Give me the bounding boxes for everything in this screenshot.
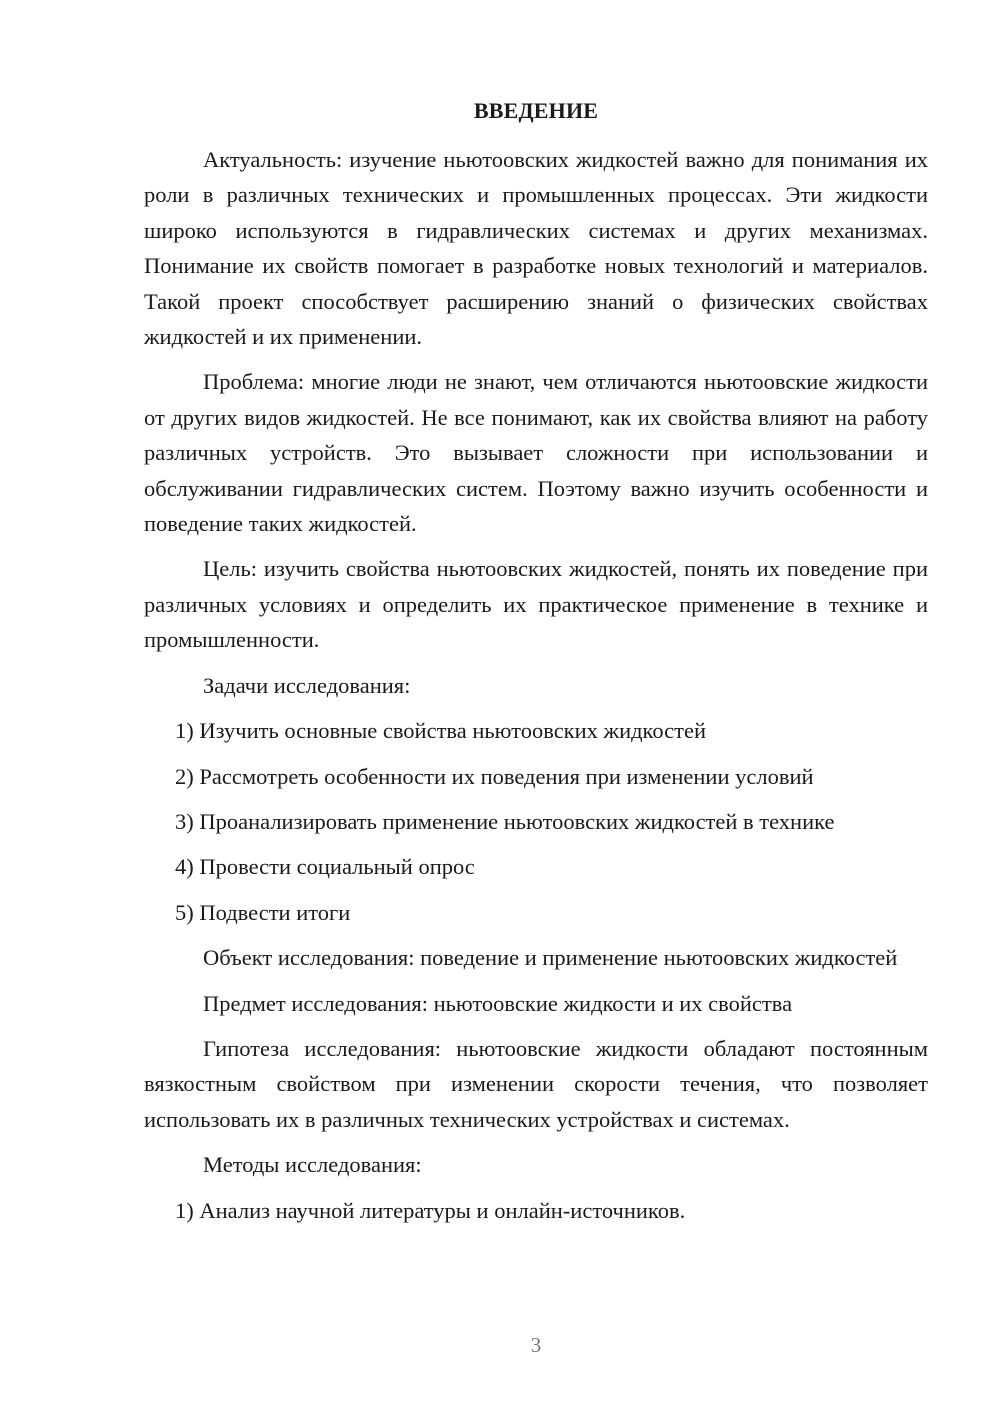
paragraph-goal: Цель: изучить свойства ньютоовских жидкостей, понять их поведение при различных условиях и определить их практическое применение в технике и промышленности. <box>144 556 928 653</box>
tasks-heading: Задачи исследования: <box>203 672 411 698</box>
document-body <box>144 142 928 1238</box>
page-title: ВВЕДЕНИЕ <box>473 98 599 123</box>
list-item: 3) Проанализировать применение ньютоовских жидкостей в технике <box>175 808 835 834</box>
list-item: 4) Провести социальный опрос <box>175 854 475 880</box>
list-item: 5) Подвести итоги <box>175 899 351 925</box>
list-item: 1) Анализ научной литературы и онлайн-источников. <box>175 1197 686 1223</box>
paragraph-hypothesis: Гипотеза исследования: ньютоовские жидкости обладают постоянным вязкостным свойством при изменении скорости течения, что позволяет использовать их в различных технических устройствах и системах. <box>144 1035 928 1132</box>
methods-heading: Методы исследования: <box>203 1152 422 1178</box>
list-item: 2) Рассмотреть особенности их поведения при изменении условий <box>175 763 814 789</box>
list-item: 1) Изучить основные свойства ньютоовских жидкостей <box>175 718 707 744</box>
tasks-list <box>144 713 928 930</box>
methods-list <box>144 1193 928 1228</box>
paragraph-subject: Предмет исследования: ньютоовские жидкости и их свойства <box>203 990 793 1016</box>
document-page <box>144 0 928 1414</box>
paragraph-problem: Проблема: многие люди не знают, чем отличаются ньютоовские жидкости от других видов жидкостей. Не все понимают, как их свойства влияют на работу различных устройств. Это вызывает сложности при использовании и обслуживании гидравлических систем. Поэтому важно изучить особенности и поведение таких жидкостей. <box>144 369 928 537</box>
paragraph-relevance: Актуальность: изучение ньютоовских жидкостей важно для понимания их роли в различных технических и промышленных процессах. Эти жидкости широко используются в гидравлических системах и других механизмах. Понимание их свойств помогает в разработке новых технологий и материалов. Такой проект способствует расширению знаний о физических свойствах жидкостей и их применении. <box>144 147 928 350</box>
paragraph-object: Объект исследования: поведение и применение ньютоовских жидкостей <box>203 945 898 971</box>
page-number: 3 <box>530 1333 542 1357</box>
